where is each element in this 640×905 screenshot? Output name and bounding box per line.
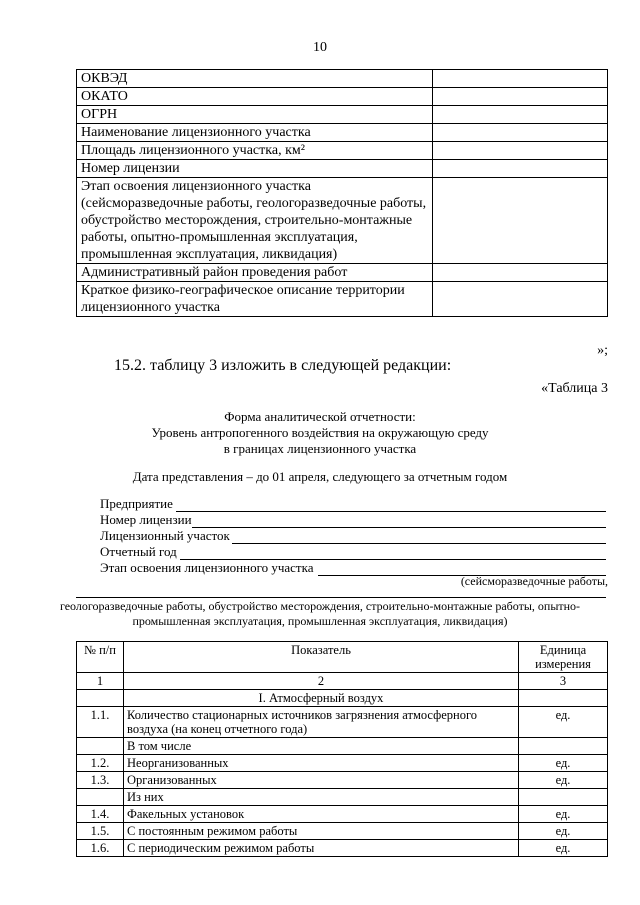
impact-table [76, 641, 608, 857]
table-row-label: Краткое физико-географическое описание территории лицензионного участка [77, 282, 433, 317]
license-area-label: Лицензионный участок [100, 528, 230, 543]
organization-info-table [76, 69, 608, 317]
table-row: 1.6. С периодическим режимом работы ед. [77, 840, 608, 857]
table-row: 1.2. Неорганизованных ед. [77, 755, 608, 772]
page-number: 10 [313, 40, 327, 55]
section-title: I. Атмосферный воздух [124, 690, 519, 707]
stage-label: Этап освоения лицензионного участка [100, 560, 314, 575]
enterprise-line [176, 511, 606, 512]
header-indicator: Показатель [124, 642, 519, 673]
col-number-3: 3 [519, 673, 608, 690]
table-row-label: Административный район проведения работ [77, 264, 433, 282]
header-number: № п/п [77, 642, 124, 673]
amendment-paragraph: 15.2. таблицу 3 изложить в следующей редакции: [114, 357, 452, 374]
table-row-label: Площадь лицензионного участка, км² [77, 142, 433, 160]
header-unit: Единица измерения [519, 642, 608, 673]
table-caption: «Таблица 3 [541, 381, 608, 396]
table-row: 1.1. Количество стационарных источников загрязнения атмосферного воздуха (на конец отчетного года) ед. [77, 707, 608, 738]
table-row: 1.5. С постоянным режимом работы ед. [77, 823, 608, 840]
table-row-label: Наименование лицензионного участка [77, 124, 433, 142]
form-title-line2: Уровень антропогенного воздействия на окружающую среду [151, 425, 489, 440]
enterprise-label: Предприятие [100, 496, 173, 511]
table-row-label: ОКАТО [77, 88, 433, 106]
table-row-label: ОКВЭД [77, 70, 433, 88]
stage-hint-right: (сейсморазведочные работы, [460, 574, 608, 588]
table-row-label: Номер лицензии [77, 160, 433, 178]
table-row-label: ОГРН [77, 106, 433, 124]
stage-line-2 [76, 597, 606, 598]
deadline-text: Дата представления – до 01 апреля, следующего за отчетным годом [132, 469, 508, 484]
table-row-label: Этап освоения лицензионного участка (сейсморазведочные работы, геологоразведочные работы, обустройство месторождения, строительно-монтажные работы, опытно-промышленная эксплуатация, промышленная эксплуатация, ликвидация) [77, 178, 433, 264]
col-number-2: 2 [124, 673, 519, 690]
stage-hint-line3: промышленная эксплуатация, промышленная эксплуатация, ликвидация) [132, 614, 508, 628]
license-number-line [192, 527, 606, 528]
closing-quote: »; [597, 343, 608, 358]
form-title-line3: в границах лицензионного участка [223, 441, 417, 456]
table-row: 1.3. Организованных ед. [77, 772, 608, 789]
table-row: 1.4. Факельных установок ед. [77, 806, 608, 823]
col-number-1: 1 [77, 673, 124, 690]
form-title-line1: Форма аналитической отчетности: [224, 409, 416, 424]
table-row: В том числе [77, 738, 608, 755]
license-area-line [232, 543, 606, 544]
stage-hint-line2: геологоразведочные работы, обустройство месторождения, строительно-монтажные работы, опытно- [59, 599, 581, 613]
table-row: Из них [77, 789, 608, 806]
report-year-label: Отчетный год [100, 544, 177, 559]
license-number-label: Номер лицензии [100, 512, 192, 527]
